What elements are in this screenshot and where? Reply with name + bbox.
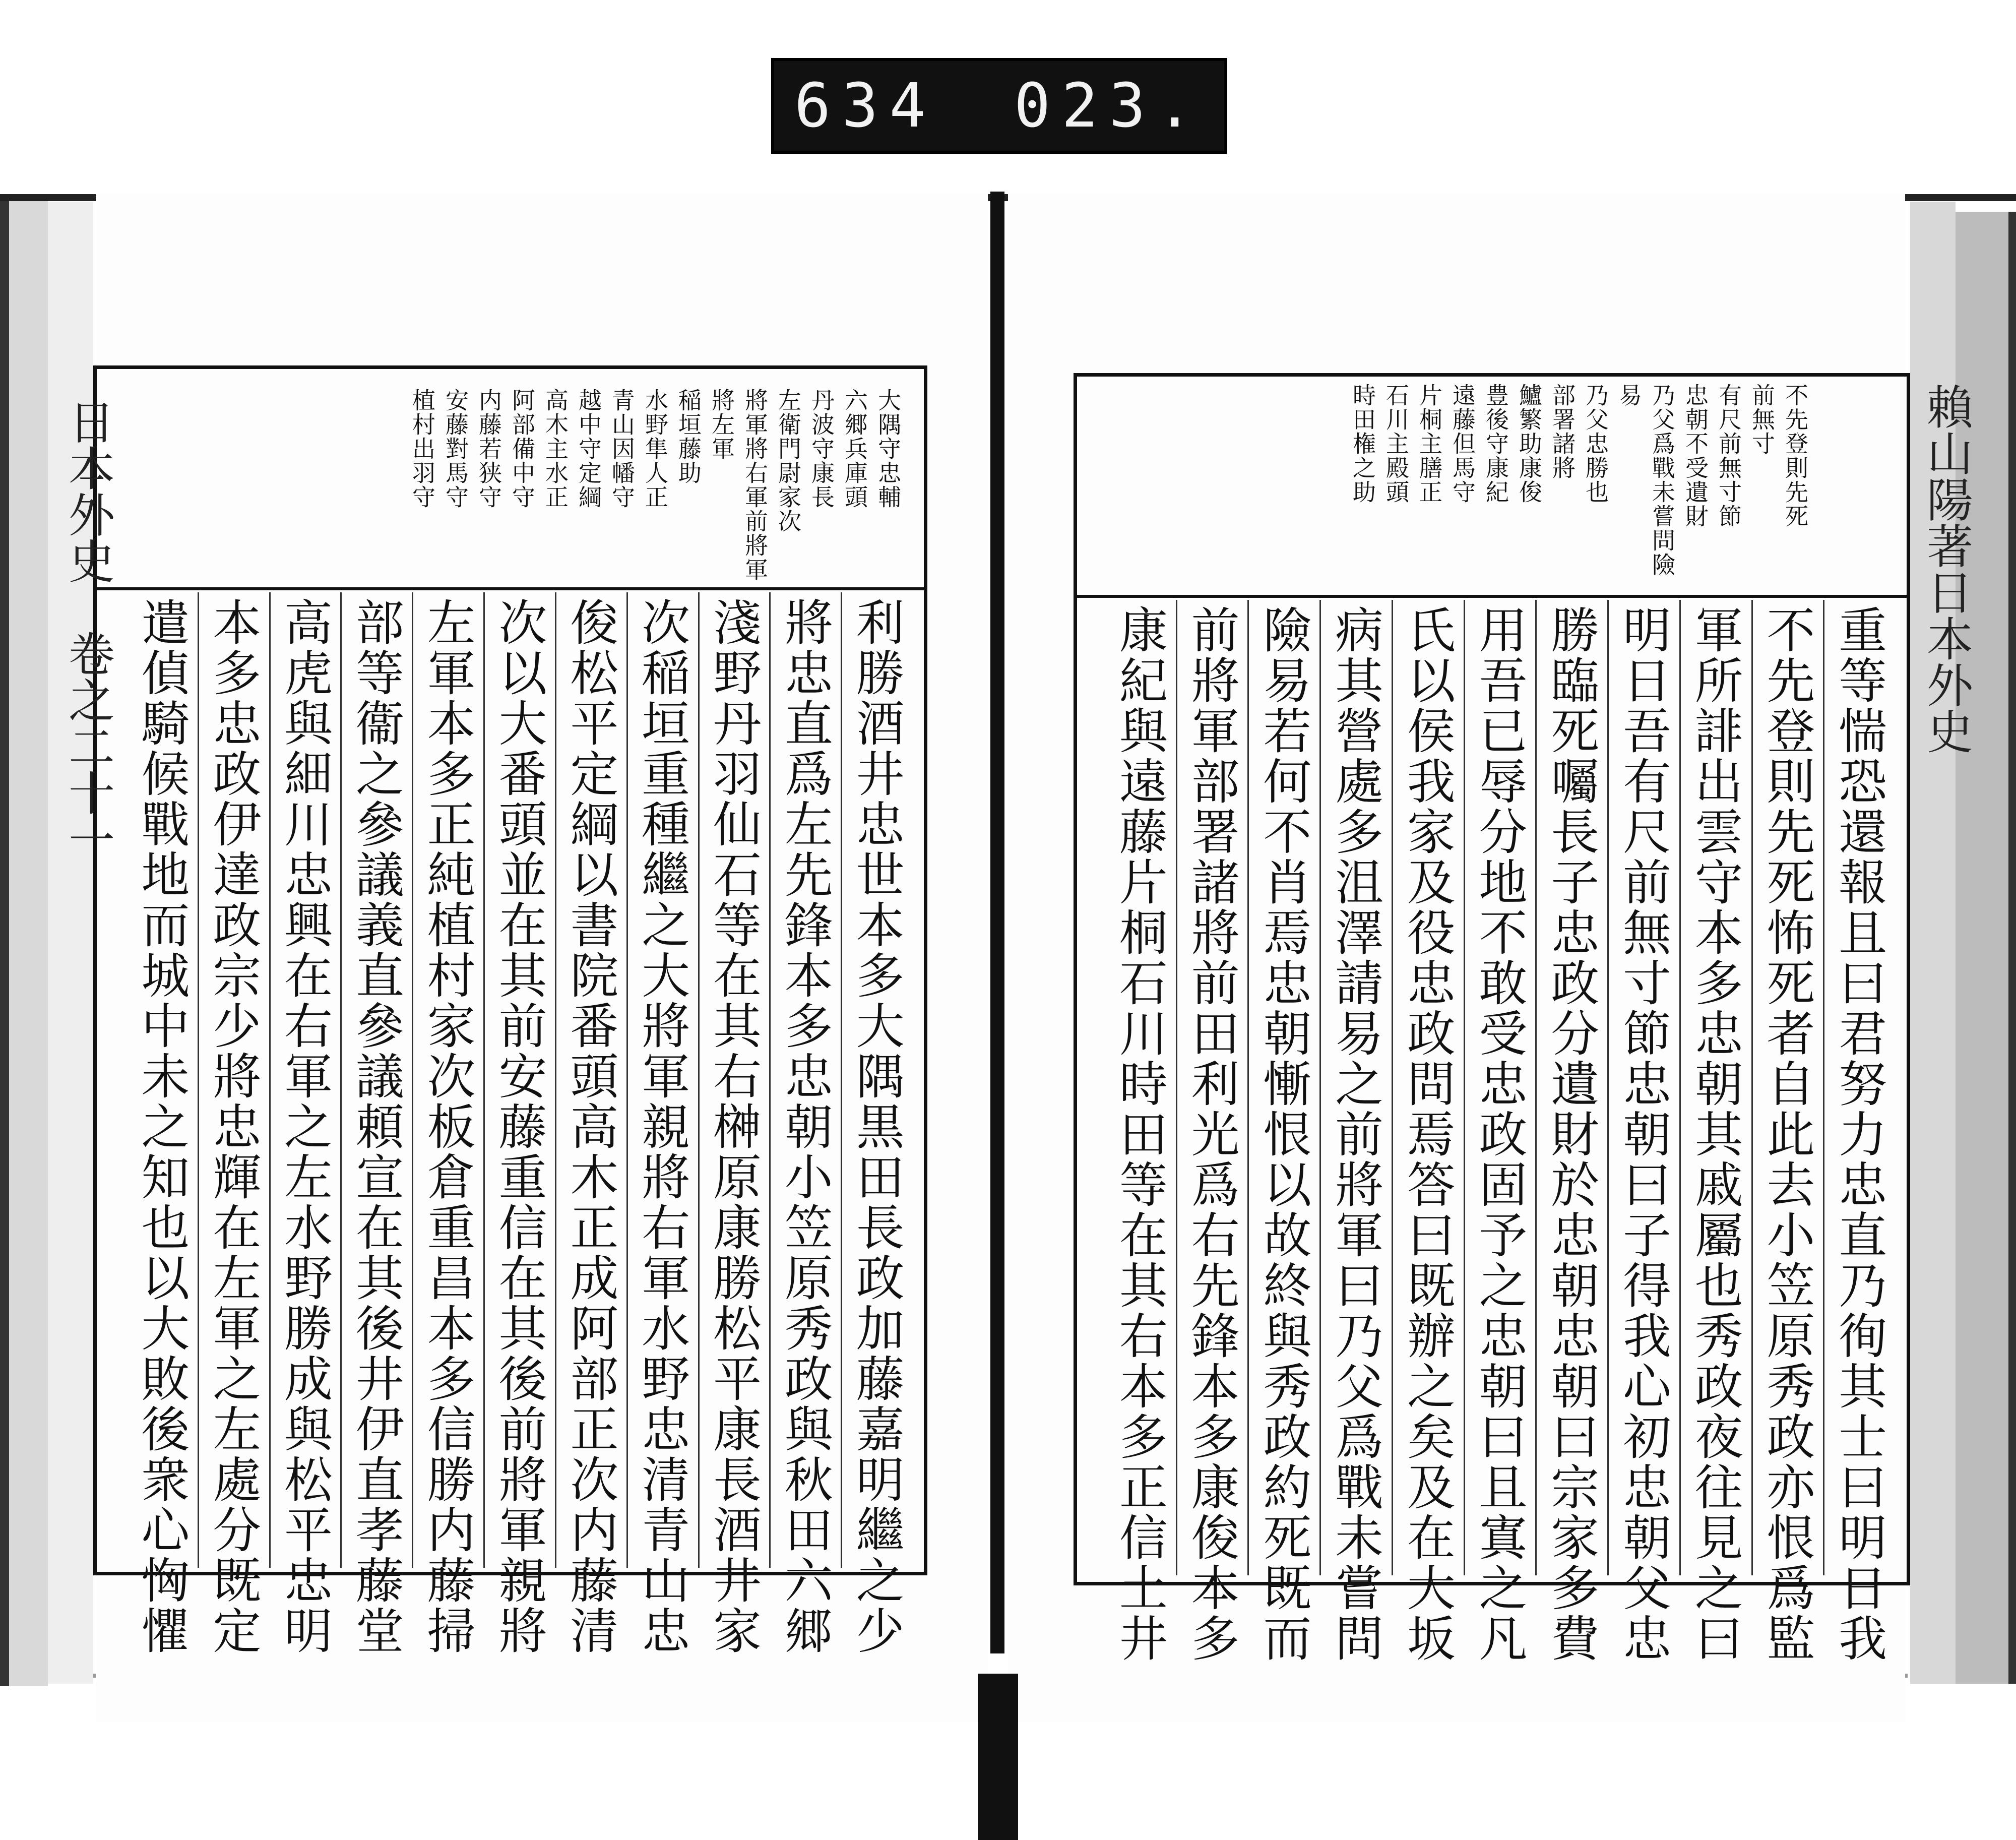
microfilm-frame-label	[771, 58, 1227, 154]
right-column-rule	[1319, 600, 1321, 1575]
left-annotation: 稲垣藤助	[675, 388, 702, 485]
left-column-rule	[769, 592, 771, 1568]
binding-tab	[978, 1674, 1018, 1840]
right-text-column: 險易若何不肖焉忠朝慚恨以故終與秀政約死既而	[1255, 605, 1312, 1664]
left-margin-title: 日本外史 卷之二十一	[61, 398, 115, 862]
left-text-column: 利勝酒井忠世本多大隅黒田長政加藤嘉明繼之少	[848, 597, 905, 1656]
right-annotation: 豊後守康紀	[1482, 383, 1509, 504]
right-annotation: 有尺前無寸節	[1715, 383, 1742, 528]
left-annotation: 大隅守忠輔	[874, 388, 902, 509]
left-column-rule	[841, 592, 842, 1568]
right-annotation: 忠朝不受遺財	[1682, 383, 1709, 528]
right-annotation: 鱸繁助康俊	[1516, 383, 1543, 504]
right-annotation: 石川主殿頭	[1382, 383, 1410, 504]
left-column-rule	[698, 592, 700, 1568]
left-annotation: 青山因幡守	[608, 388, 636, 509]
right-text-column: 明日吾有尺前無寸節忠朝曰子得我心初忠朝父忠	[1615, 605, 1672, 1664]
right-annotation: 前無寸	[1748, 383, 1776, 456]
right-annotation: 片桐主膳正	[1416, 383, 1443, 504]
right-annotation: 部署諸將	[1549, 383, 1576, 480]
right-header-divider	[1074, 595, 1910, 598]
right-text-column: 病其營處多沮澤請易之前將軍曰乃父爲戰未嘗問	[1327, 605, 1384, 1664]
left-header-divider	[93, 587, 927, 590]
right-annotation: 時田権之助	[1349, 383, 1376, 504]
right-annotation: 乃父爲戰未嘗問險	[1649, 383, 1676, 577]
right-annotation: 不先登則先死	[1782, 383, 1809, 528]
right-text-column: 重等惴恐還報且曰君努力忠直乃徇其士曰明日我	[1831, 605, 1887, 1664]
left-annotation: 六郷兵庫頭	[841, 388, 868, 509]
left-column-rule	[412, 592, 413, 1568]
right-column-rule	[1823, 600, 1824, 1575]
film-label-left: 634	[794, 71, 937, 141]
right-text-column: 康紀與遠藤片桐石川時田等在其右本多正信土井	[1111, 605, 1168, 1664]
left-annotation: 越中守定綱	[575, 388, 602, 509]
left-column-rule	[555, 592, 556, 1568]
right-column-rule	[1247, 600, 1249, 1575]
right-text-column: 軍所誹出雲守本多忠朝其戚屬也秀政夜往見之曰	[1687, 605, 1744, 1664]
left-annotation: 阿部備中守	[509, 388, 536, 509]
left-annotation: 安藤對馬守	[442, 388, 469, 509]
left-text-column: 次以大番頭並在其前安藤重信在其後前將軍親將	[491, 597, 547, 1656]
left-column-rule	[198, 592, 199, 1568]
left-text-column: 淺野丹羽仙石等在其右榊原康勝松平康長酒井家	[705, 597, 762, 1656]
right-column-rule	[1607, 600, 1609, 1575]
right-text-column: 勝臨死囑長子忠政分遺財於忠朝忠朝曰宗家多費	[1543, 605, 1600, 1664]
left-text-column: 遣偵騎候戰地而城中未之知也以大敗後衆心恟懼	[133, 597, 190, 1656]
left-annotation: 丹波守康長	[808, 388, 835, 509]
left-text-column: 本多忠政伊達政宗少將忠輝在左軍之左處分既定	[205, 597, 262, 1656]
left-text-column: 俊松平定綱以書院番頭高木正成阿部正次内藤清	[562, 597, 619, 1656]
right-text-column: 氏以侯我家及役忠政問焉答曰既辦之矣及在大坂	[1399, 605, 1456, 1664]
right-annotation: 乃父忠勝也	[1582, 383, 1609, 504]
left-annotation: 水野隼人正	[642, 388, 669, 509]
left-annotation: 將左軍	[708, 388, 735, 461]
right-column-rule	[1535, 600, 1537, 1575]
right-margin-title: 賴山陽著日本外史	[1919, 383, 1973, 754]
left-text-column: 左軍本多正純植村家次板倉重昌本多信勝内藤掃	[419, 597, 476, 1656]
left-column-rule	[483, 592, 485, 1568]
left-text-column: 部等衞之參議義直參議頼宣在其後井伊直孝藤堂	[348, 597, 405, 1656]
right-column-rule	[1751, 600, 1753, 1575]
left-annotation: 高木主水正	[542, 388, 569, 509]
left-annotation: 植村出羽守	[409, 388, 436, 509]
left-annotation: 内藤若狭守	[475, 388, 502, 509]
left-annotation: 將軍將右軍前將軍	[741, 388, 769, 582]
left-column-rule	[269, 592, 271, 1568]
left-column-rule	[626, 592, 628, 1568]
left-text-column: 將忠直爲左先鋒本多忠朝小笠原秀政與秋田六郷	[777, 597, 834, 1656]
right-column-rule	[1679, 600, 1681, 1575]
film-label-right: 023.	[1014, 71, 1204, 141]
right-annotation: 易	[1615, 383, 1643, 407]
right-text-column: 不先登則先死怖死者自此去小笠原秀政亦恨爲監	[1758, 605, 1815, 1664]
right-column-rule	[1392, 600, 1393, 1575]
right-column-rule	[1464, 600, 1465, 1575]
right-text-column: 前將軍部署諸將前田利光爲右先鋒本多康俊本多	[1183, 605, 1240, 1664]
left-text-column: 高虎與細川忠興在右軍之左水野勝成與松平忠明	[276, 597, 333, 1656]
left-text-column: 次稲垣重種繼之大將軍親將右軍水野忠清青山忠	[634, 597, 690, 1656]
book-spine	[990, 192, 1004, 1653]
left-column-rule	[340, 592, 342, 1568]
right-annotation: 遠藤但馬守	[1449, 383, 1476, 504]
left-annotation: 左衛門尉家次	[775, 388, 802, 533]
right-column-rule	[1176, 600, 1177, 1575]
right-text-column: 用吾已辱分地不敢受忠政固予之忠朝曰且寘之凡	[1471, 605, 1528, 1664]
